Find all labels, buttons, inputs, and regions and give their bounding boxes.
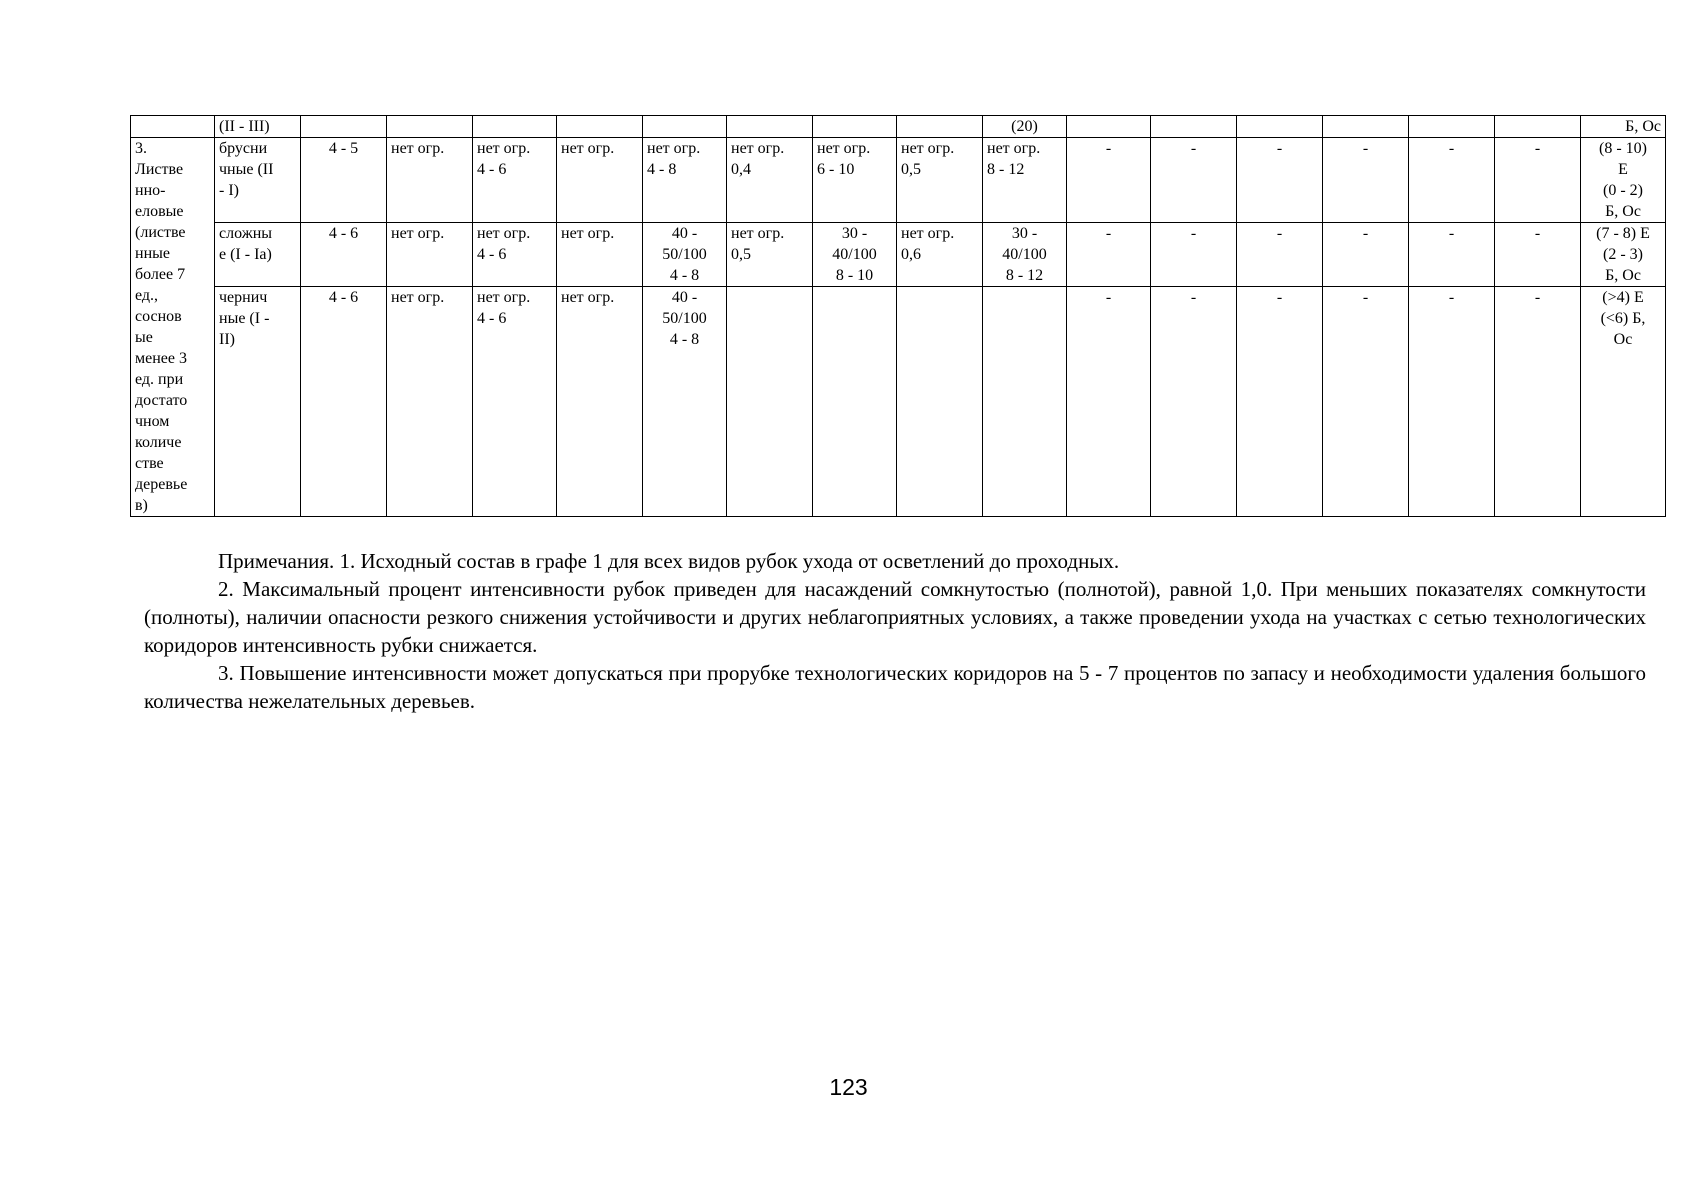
cell-line: нет огр. — [477, 225, 531, 243]
cell-line: в) — [135, 497, 148, 514]
cell-line: более 7 — [135, 266, 186, 283]
table-cell-group: (II - III) — [215, 116, 301, 138]
table-cell: 4 - 6 — [301, 287, 387, 517]
table-cell: нет огр. — [557, 138, 643, 223]
table-cell — [727, 223, 813, 287]
cell-line: (7 - 8) Е — [1596, 225, 1650, 243]
table-cell — [813, 287, 897, 517]
cell-line: Листве — [135, 161, 184, 178]
cell-line: Ос — [1613, 331, 1633, 349]
cell-line: нет огр. — [731, 140, 785, 157]
cell-line: - I) — [219, 182, 239, 199]
cell-line: стве — [135, 455, 164, 472]
cell-line: нные — [135, 245, 170, 262]
table-cell: 4 - 5 — [301, 138, 387, 223]
cell-line: Б, Ос — [1605, 267, 1641, 285]
cell-line: е (I - Ia) — [219, 246, 272, 264]
cell-line: нет огр. — [647, 140, 701, 157]
table-cell — [473, 287, 557, 517]
cell-line: чном — [135, 413, 170, 430]
table-cell — [643, 287, 727, 517]
cell-line: (<6) Б, — [1600, 310, 1646, 328]
page-number: 123 — [829, 1074, 868, 1100]
cell-line: нно- — [135, 182, 166, 199]
cell-line: ед. при — [135, 371, 184, 388]
cell-line: 30 - — [841, 225, 868, 243]
table-cell — [727, 116, 813, 138]
table-row — [131, 223, 1666, 287]
table-cell — [897, 116, 983, 138]
table-cell — [643, 116, 727, 138]
table-cell: нет огр. — [557, 287, 643, 517]
table-cell — [813, 138, 897, 223]
cell-line: нет огр. — [901, 140, 955, 157]
table-cell-dash: - — [1495, 287, 1581, 517]
table-cell — [1151, 116, 1237, 138]
cell-line: (8 - 10) — [1599, 140, 1647, 157]
note-paragraph: 2. Максимальный процент интенсивности рубок приведен для насаждений сомкнутостью (полнотой), равной 1,0. При меньших показателях сомкнутости (полноты), наличии опасности резкого снижения устойчивости и других неблагоприятных условиях, а также проведении ухода на участках с сетью технологических коридоров интенсивность рубки снижается. — [144, 577, 1646, 657]
notes-section — [144, 547, 1646, 715]
cell-line: менее 3 — [135, 350, 187, 367]
table-cell-dash: - — [1409, 287, 1495, 517]
cell-line: 4 - 8 — [669, 267, 700, 285]
cell-line: 4 - 6 — [477, 161, 507, 178]
cell-line: (2 - 3) — [1603, 246, 1643, 264]
cell-line: соснов — [135, 308, 182, 325]
table-cell-dash: - — [1323, 138, 1409, 223]
table-cell: (20) — [983, 116, 1067, 138]
table-cell: нет огр. — [387, 138, 473, 223]
table-cell — [557, 116, 643, 138]
table-cell-dash: - — [1495, 138, 1581, 223]
table-cell — [643, 138, 727, 223]
table-cell — [983, 287, 1067, 517]
table-cell — [1409, 116, 1495, 138]
table-cell-dash: - — [1237, 223, 1323, 287]
note-paragraph: Примечания. 1. Исходный состав в графе 1 для всех видов рубок ухода от осветлений до проходных. — [218, 549, 1120, 573]
table-cell — [1495, 116, 1581, 138]
table-cell — [983, 223, 1067, 287]
table-cell-composition — [1581, 223, 1666, 287]
cell-line: чные (II — [219, 161, 274, 178]
cell-line: 8 - 10 — [835, 267, 874, 285]
cell-line: чернич — [219, 289, 268, 307]
table-cell-dash: - — [1151, 223, 1237, 287]
table-cell-composition — [1581, 287, 1666, 517]
cell-line: 0,5 — [731, 246, 751, 264]
table-cell — [301, 116, 387, 138]
table-cell-composition: Б, Ос — [1581, 116, 1666, 138]
cell-line: (0 - 2) — [1603, 182, 1643, 199]
table-cell — [727, 138, 813, 223]
table-cell — [897, 138, 983, 223]
cell-line: достато — [135, 392, 188, 409]
table-cell — [131, 116, 215, 138]
table-cell — [727, 287, 813, 517]
table-cell: нет огр. — [557, 223, 643, 287]
table-cell-dash: - — [1323, 287, 1409, 517]
cell-line: брусни — [219, 140, 268, 157]
cell-line: Е — [1618, 161, 1628, 178]
table-cell — [813, 223, 897, 287]
table-cell — [1067, 116, 1151, 138]
cell-line: 0,5 — [901, 161, 921, 178]
cell-line: Б, Ос — [1605, 203, 1641, 220]
cell-line: 50/100 — [662, 310, 707, 328]
cell-line: 4 - 6 — [477, 310, 507, 328]
table-cell — [473, 138, 557, 223]
table-row — [131, 138, 1666, 223]
cell-line: нет огр. — [987, 140, 1041, 157]
table-row — [131, 116, 1666, 138]
cell-line: 0,4 — [731, 161, 751, 178]
cell-line: 4 - 8 — [669, 331, 700, 349]
cell-line: 0,6 — [901, 246, 921, 264]
table-row — [131, 287, 1666, 517]
cell-line: нет огр. — [477, 289, 531, 307]
table-cell-dash: - — [1067, 223, 1151, 287]
cell-line: 50/100 — [662, 246, 707, 264]
table-cell-group — [215, 138, 301, 223]
table-cell: нет огр. — [387, 223, 473, 287]
table-cell-dash: - — [1067, 287, 1151, 517]
cell-line: 8 - 12 — [1005, 267, 1044, 285]
table-cell-composition — [1581, 138, 1666, 223]
table-cell — [473, 116, 557, 138]
cell-line: еловые — [135, 203, 184, 220]
table-cell — [813, 116, 897, 138]
table-cell — [897, 287, 983, 517]
table-cell — [897, 223, 983, 287]
cell-line: ед., — [135, 287, 159, 304]
table-cell-dash: - — [1151, 287, 1237, 517]
cell-line: 40/100 — [832, 246, 877, 264]
table-cell-dash: - — [1495, 223, 1581, 287]
table-cell-dash: - — [1237, 138, 1323, 223]
table-cell-dash: - — [1409, 138, 1495, 223]
note-paragraph: 3. Повышение интенсивности может допускаться при прорубке технологических коридоров на 5 - 7 процентов по запасу и необходимости удаления большого количества нежелательных деревьев. — [144, 661, 1646, 713]
cell-line: 40 - — [671, 225, 698, 243]
table-cell-dash: - — [1409, 223, 1495, 287]
table-cell-group — [215, 287, 301, 517]
cell-line: нет огр. — [817, 140, 871, 157]
table-cell — [1237, 116, 1323, 138]
table-cell: 4 - 6 — [301, 223, 387, 287]
cell-line: 6 - 10 — [817, 161, 855, 178]
cell-line: 3. — [135, 140, 147, 157]
silviculture-table — [130, 115, 1666, 517]
table-cell-dash: - — [1237, 287, 1323, 517]
cell-line: (>4) Е — [1602, 289, 1644, 307]
cell-line: ые — [135, 329, 153, 346]
table-cell: нет огр. — [387, 287, 473, 517]
table-cell — [643, 223, 727, 287]
cell-line: (листве — [135, 224, 186, 241]
cell-line: 30 - — [1011, 225, 1038, 243]
table-cell-category — [131, 138, 215, 517]
cell-line: II) — [219, 331, 235, 349]
cell-line: 40/100 — [1002, 246, 1047, 264]
cell-line: деревье — [135, 476, 188, 493]
cell-line: сложны — [219, 225, 273, 243]
cell-line: нет огр. — [731, 225, 785, 243]
table-cell-group — [215, 223, 301, 287]
cell-line: ные (I - — [219, 310, 270, 328]
table-cell-dash: - — [1151, 138, 1237, 223]
table-cell-dash: - — [1067, 138, 1151, 223]
table-cell — [1323, 116, 1409, 138]
cell-line: 8 - 12 — [987, 161, 1025, 178]
table-cell-dash: - — [1323, 223, 1409, 287]
table-cell — [387, 116, 473, 138]
cell-line: 40 - — [671, 289, 698, 307]
cell-line: 4 - 8 — [647, 161, 677, 178]
table-cell — [473, 223, 557, 287]
cell-line: 4 - 6 — [477, 246, 507, 264]
cell-line: нет огр. — [901, 225, 955, 243]
cell-line: количе — [135, 434, 182, 451]
table-cell — [983, 138, 1067, 223]
cell-line: нет огр. — [477, 140, 531, 157]
